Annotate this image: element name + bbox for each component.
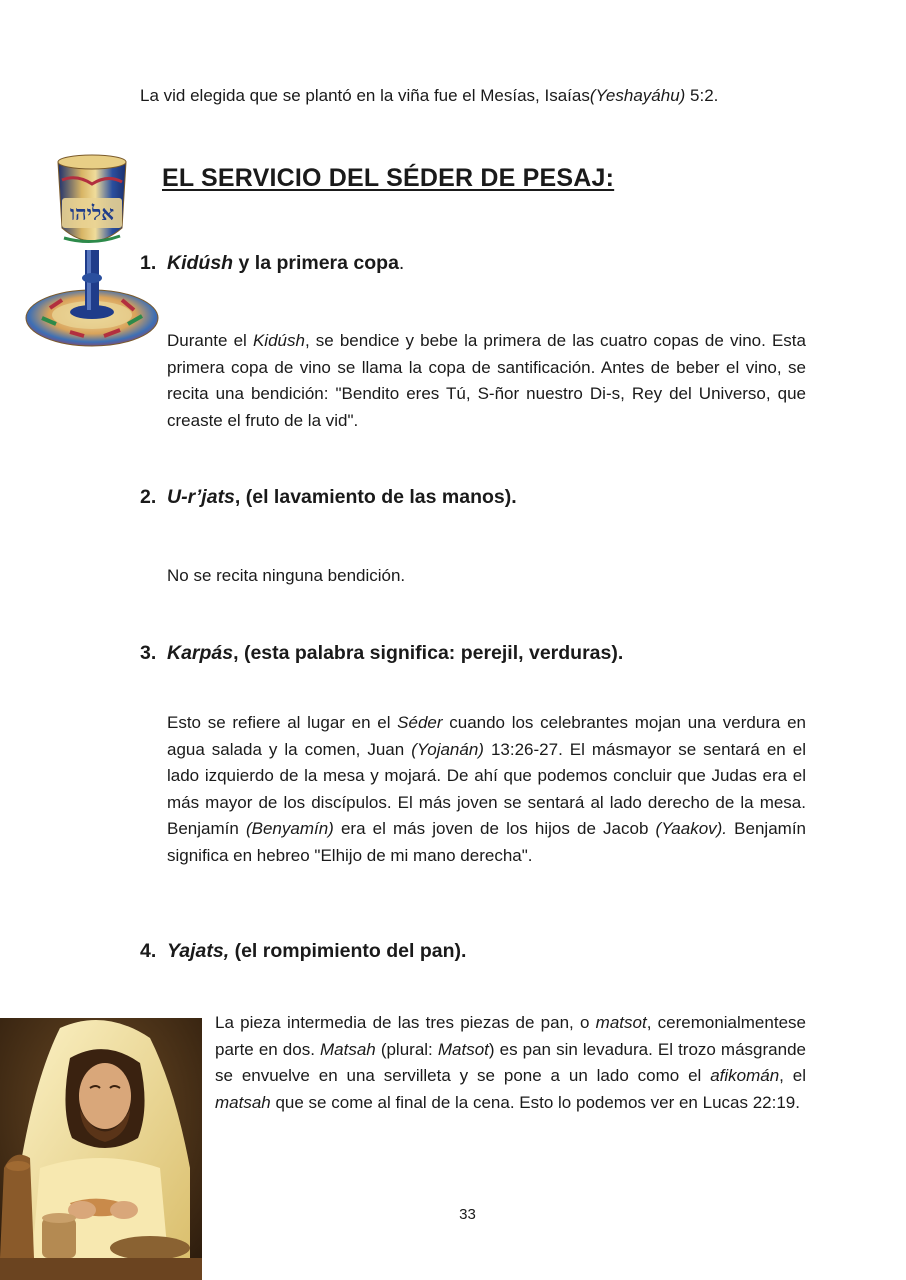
page-title: EL SERVICIO DEL SÉDER DE PESAJ: [162, 164, 615, 192]
section-heading-4: 4. Yajats, (el rompimiento del pan). [140, 940, 467, 962]
section-body-2: No se recita ninguna bendición. [167, 566, 406, 585]
section-body-3: Esto se refiere al lugar en el Séder cuando los celebrantes mojan una verdura en agua salada y la comen, Juan (Yojanán) 13:26-27. El másmayor se sentará en el lado izquierdo de la mesa y mojará. De ahí que podemos concluir que Judas era el más mayor de los discípulos. El más joven se sentará al lado derecho de la mesa. Benjamín (Benyamín) era el más joven de los hijos de Jacob (Yaakov). Benjamín significa en hebreo "Elhijo de mi mano derecha". [167, 713, 806, 865]
jesus-breaking-bread-illustration [0, 1018, 202, 1280]
section-heading-1: 1. Kidúsh y la primera copa. [140, 252, 405, 274]
intro-line: La vid elegida que se plantó en la viña fue el Mesías, Isaías(Yeshayáhu) 5:2. [140, 86, 719, 105]
section-heading-2: 2. U-r’jats, (el lavamiento de las manos). [140, 486, 517, 508]
section-body-4: La pieza intermedia de las tres piezas de pan, o matsot, ceremonialmentese parte en dos. Matsah (plural: Matsot) es pan sin levadura. El trozo másgrande se envuelve en una servilleta y se pone a un lado como el afikomán, el matsah que se come al final de la cena. Esto lo podemos ver en Lucas 22:19. [215, 1013, 806, 1112]
section-heading-3: 3. Karpás, (esta palabra significa: perejil, verduras). [140, 642, 624, 664]
section-body-1: Durante el Kidúsh, se bendice y bebe la primera de las cuatro copas de vino. Esta primera copa de vino se llama la copa de santificación. Antes de beber el vino, se recita una bendición: "Bendito eres Tú, S-ñor nuestro Di-s, Rey del Universo, que creaste el fruto de la vid". [167, 331, 806, 430]
chalice-inscription: אליהו [69, 201, 115, 225]
page-number: 33 [459, 1206, 476, 1223]
elijah-cup-illustration [22, 150, 162, 350]
